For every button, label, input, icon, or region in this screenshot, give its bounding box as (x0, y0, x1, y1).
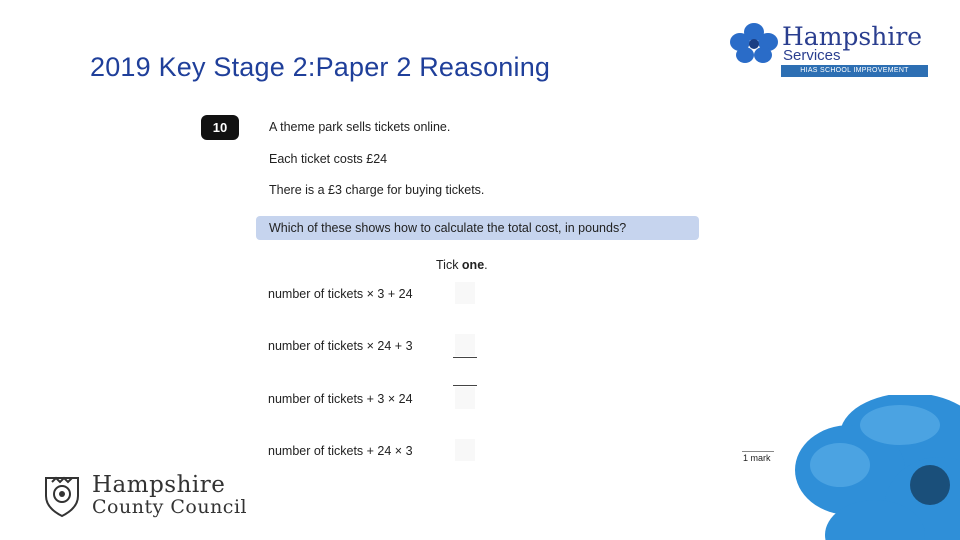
mark-line (742, 451, 774, 452)
slide-title: 2019 Key Stage 2:Paper 2 Reasoning (90, 52, 551, 82)
question-line-3: There is a £3 charge for buying tickets. (269, 183, 485, 197)
logo-name: Hampshire (782, 22, 923, 51)
hampshire-services-logo (728, 20, 933, 82)
tick-instruction-bold: one (461, 258, 485, 272)
option-3-tickbox[interactable] (455, 387, 475, 409)
option-4-tickbox[interactable] (455, 439, 475, 461)
marks-label: 1 mark (743, 453, 771, 463)
question-number: 10 (201, 115, 239, 140)
question-prompt: Which of these shows how to calculate the total cost, in pounds? (269, 221, 627, 235)
hampshire-county-council-logo (40, 472, 250, 522)
option-divider (453, 357, 477, 358)
decorative-flower-icon (780, 395, 960, 540)
question-prompt-box (256, 216, 699, 240)
council-name-line1: Hampshire (92, 472, 226, 498)
question-line-1: A theme park sells tickets online. (269, 120, 451, 134)
option-3-label: number of tickets + 3 × 24 (268, 392, 413, 406)
option-divider (453, 385, 477, 386)
option-2-tickbox[interactable] (455, 334, 475, 356)
option-1-tickbox[interactable] (455, 282, 475, 304)
option-1-label: number of tickets × 3 + 24 (268, 287, 413, 301)
tick-instruction (436, 258, 488, 272)
option-2-label: number of tickets × 24 + 3 (268, 339, 413, 353)
tick-instruction-suffix: . (484, 258, 488, 272)
tick-instruction-prefix: Tick (436, 258, 462, 272)
question-line-2: Each ticket costs £24 (269, 152, 388, 166)
logo-bar: HIAS SCHOOL IMPROVEMENT (781, 65, 928, 77)
logo-sub: Services (783, 47, 841, 64)
flower-logo-icon (728, 22, 780, 66)
option-4-label: number of tickets + 24 × 3 (268, 444, 413, 458)
council-name-line2: County Council (92, 496, 248, 518)
crest-icon (40, 474, 84, 518)
